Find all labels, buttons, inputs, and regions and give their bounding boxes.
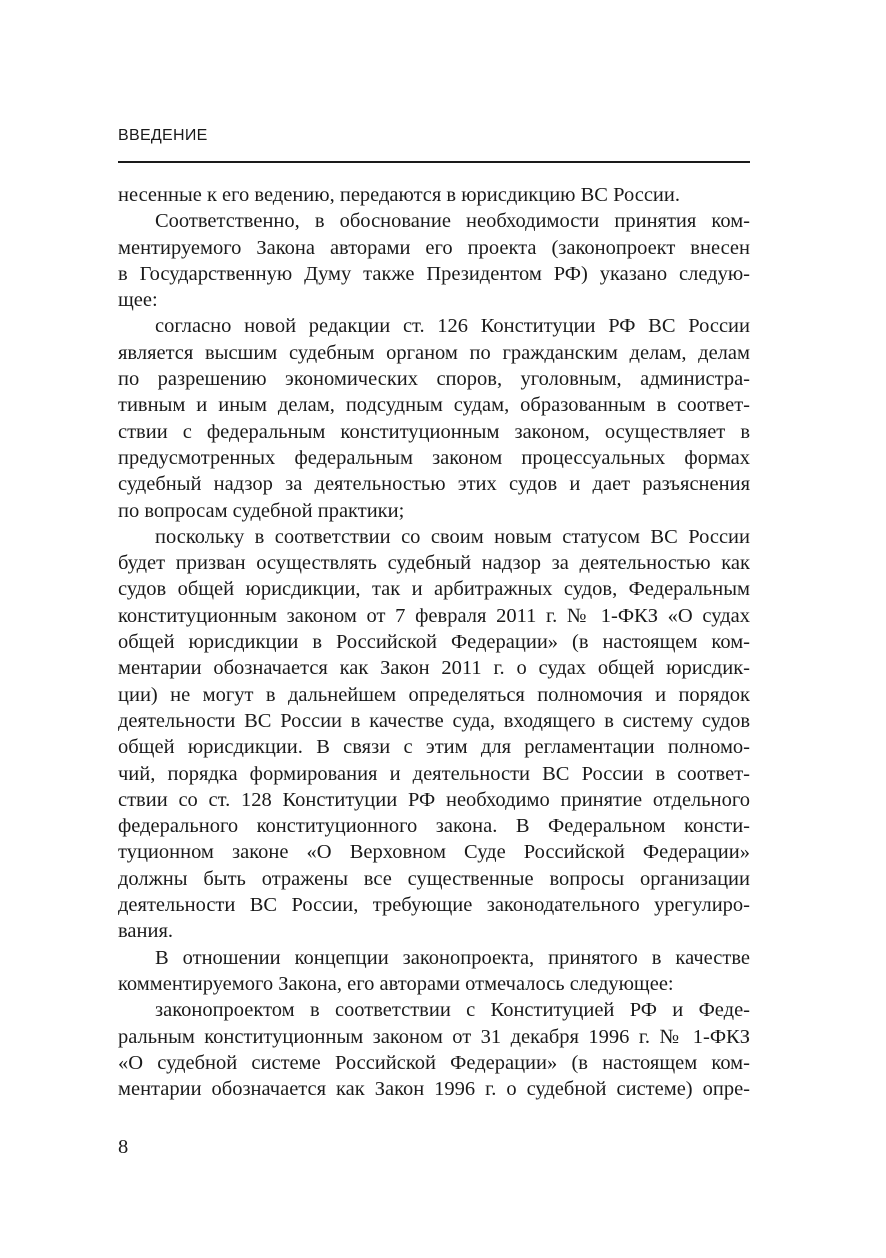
text-line: ствии с федеральным конституционным законом, осуществляет в <box>118 420 750 443</box>
text-line: федерального конституционного закона. В Федеральном консти- <box>118 815 750 838</box>
text-line: предусмотренных федеральным законом процессуальных формах <box>118 446 750 469</box>
text-line: ствии со ст. 128 Конституции РФ необходимо принятие отдельного <box>118 788 750 811</box>
text-line: ментируемого Закона авторами его проекта (законопроект внесен <box>118 236 750 259</box>
text-line: несенные к его ведению, передаются в юрисдикцию ВС России. <box>118 184 680 206</box>
text-line: общей юрисдикции в Российской Федерации» (в настоящем ком- <box>118 631 750 654</box>
text-line: тивным и иным делам, подсудным судам, образованным в соответ- <box>118 394 750 417</box>
running-head: ВВЕДЕНИЕ <box>118 127 208 144</box>
text-line: общей юрисдикции. В связи с этим для регламентации полномо- <box>118 736 750 759</box>
text-line: законопроектом в соответствии с Конституцией РФ и Феде- <box>155 999 750 1022</box>
header-rule <box>118 161 750 163</box>
text-line: ментарии обозначается как Закон 2011 г. о судах общей юрисдик- <box>118 657 750 680</box>
text-line: ментарии обозначается как Закон 1996 г. о судебной системе) опре- <box>118 1078 750 1101</box>
text-line: судебный надзор за деятельностью этих судов и дает разъяснения <box>118 473 750 496</box>
text-line: деятельности ВС России в качестве суда, входящего в систему судов <box>118 709 750 732</box>
text-line: конституционным законом от 7 февраля 2011 г. № 1-ФКЗ «О судах <box>118 604 750 627</box>
text-line: щее: <box>118 289 158 312</box>
text-line: деятельности ВС России, требующие законодательного урегулиро- <box>118 894 750 917</box>
text-line: является высшим судебным органом по гражданским делам, делам <box>118 341 750 364</box>
text-line: в Государственную Думу также Президентом РФ) указано следую- <box>118 262 750 285</box>
text-line: будет призван осуществлять судебный надзор за деятельностью как <box>118 552 750 575</box>
text-line: комментируемого Закона, его авторами отмечалось следующее: <box>118 972 674 995</box>
text-line: согласно новой редакции ст. 126 Конституции РФ ВС России <box>155 315 750 338</box>
text-line: «О судебной системе Российской Федерации» (в настоящем ком- <box>118 1051 750 1074</box>
text-line: должны быть отражены все существенные вопросы организации <box>118 867 750 890</box>
body-text <box>118 182 750 1102</box>
text-line: ральным конституционным законом от 31 декабря 1996 г. № 1-ФКЗ <box>118 1025 750 1048</box>
text-line: поскольку в соответствии со своим новым статусом ВС России <box>155 525 750 548</box>
text-line: туционном законе «О Верховном Суде Российской Федерации» <box>118 841 750 864</box>
page-number: 8 <box>118 1136 129 1158</box>
text-line: судов общей юрисдикции, так и арбитражных судов, Федеральным <box>118 578 750 601</box>
text-line: вания. <box>118 920 174 943</box>
text-line: чий, порядка формирования и деятельности ВС России в соответ- <box>118 762 750 785</box>
text-line: В отношении концепции законопроекта, принятого в качестве <box>155 946 750 969</box>
text-line: по разрешению экономических споров, уголовным, администра- <box>118 368 750 391</box>
text-line: по вопросам судебной практики; <box>118 499 405 522</box>
text-line: ции) не могут в дальнейшем определяться полномочия и порядок <box>118 683 750 706</box>
text-line: Соответственно, в обоснование необходимости принятия ком- <box>155 210 750 233</box>
